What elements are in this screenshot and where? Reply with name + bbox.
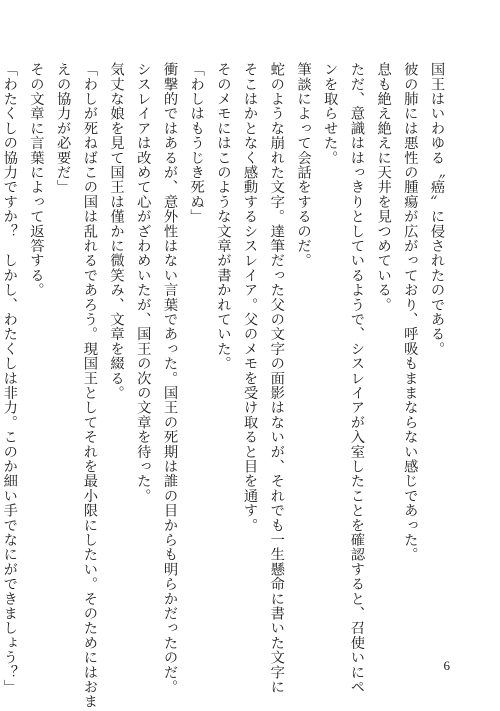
text-line: 息も絶え絶えに天井を見つめている。	[375, 62, 392, 312]
text-line: 筆談によって会話をするのだ。	[295, 62, 312, 268]
page-number: 6	[443, 658, 450, 673]
text-line: 「わしはもうじき死ぬ」	[188, 62, 205, 224]
text-line: シスレイアは改めて心がざわめいたが、国王の次の文章を待った。	[135, 62, 152, 503]
text-line: 「わたくしの協力ですか？ しかし、わたくしは非力。このか細い手でなにができましょう？」	[1, 62, 18, 695]
text-line: その文章に言葉によって返答する。	[28, 62, 45, 298]
text-line: 蛇のような崩れた文字。達筆だった父の文字の面影はないが、それでも一生懸命に書いた文字に	[268, 62, 285, 695]
text-line: 気丈な娘を見て国王は僅かに微笑み、文章を綴る。	[108, 62, 125, 401]
vertical-text-body	[1, 62, 450, 709]
text-line: そこはかとなく感動するシスレイア。父のメモを受け取ると目を通す。	[242, 62, 259, 533]
text-line: えの協力が必要だ」	[55, 62, 72, 195]
text-line: 「わしが死ねばこの国は乱れるであろう。現国王としてそれを最小限にしたい。そのためにはおま	[81, 62, 98, 709]
text-line: ただ、意識ははっきりとしているようで、シスレイアが入室したことを確認すると、召使いにペ	[348, 62, 365, 695]
text-line: 衝撃的ではあるが、意外性はない言葉であった。国王の死期は誰の目からも明らかだったのだ。	[161, 62, 178, 695]
text-line: 国王はいわゆる〝癌〟に侵されたのである。	[429, 62, 445, 356]
text-line: ンを取らせた。	[322, 62, 339, 165]
text-line: 彼の肺には悪性の腫瘍が広がっており、呼吸もままならない感じであった。	[402, 62, 419, 562]
text-line: そのメモにはこのような文章が書かれていた。	[215, 62, 232, 371]
